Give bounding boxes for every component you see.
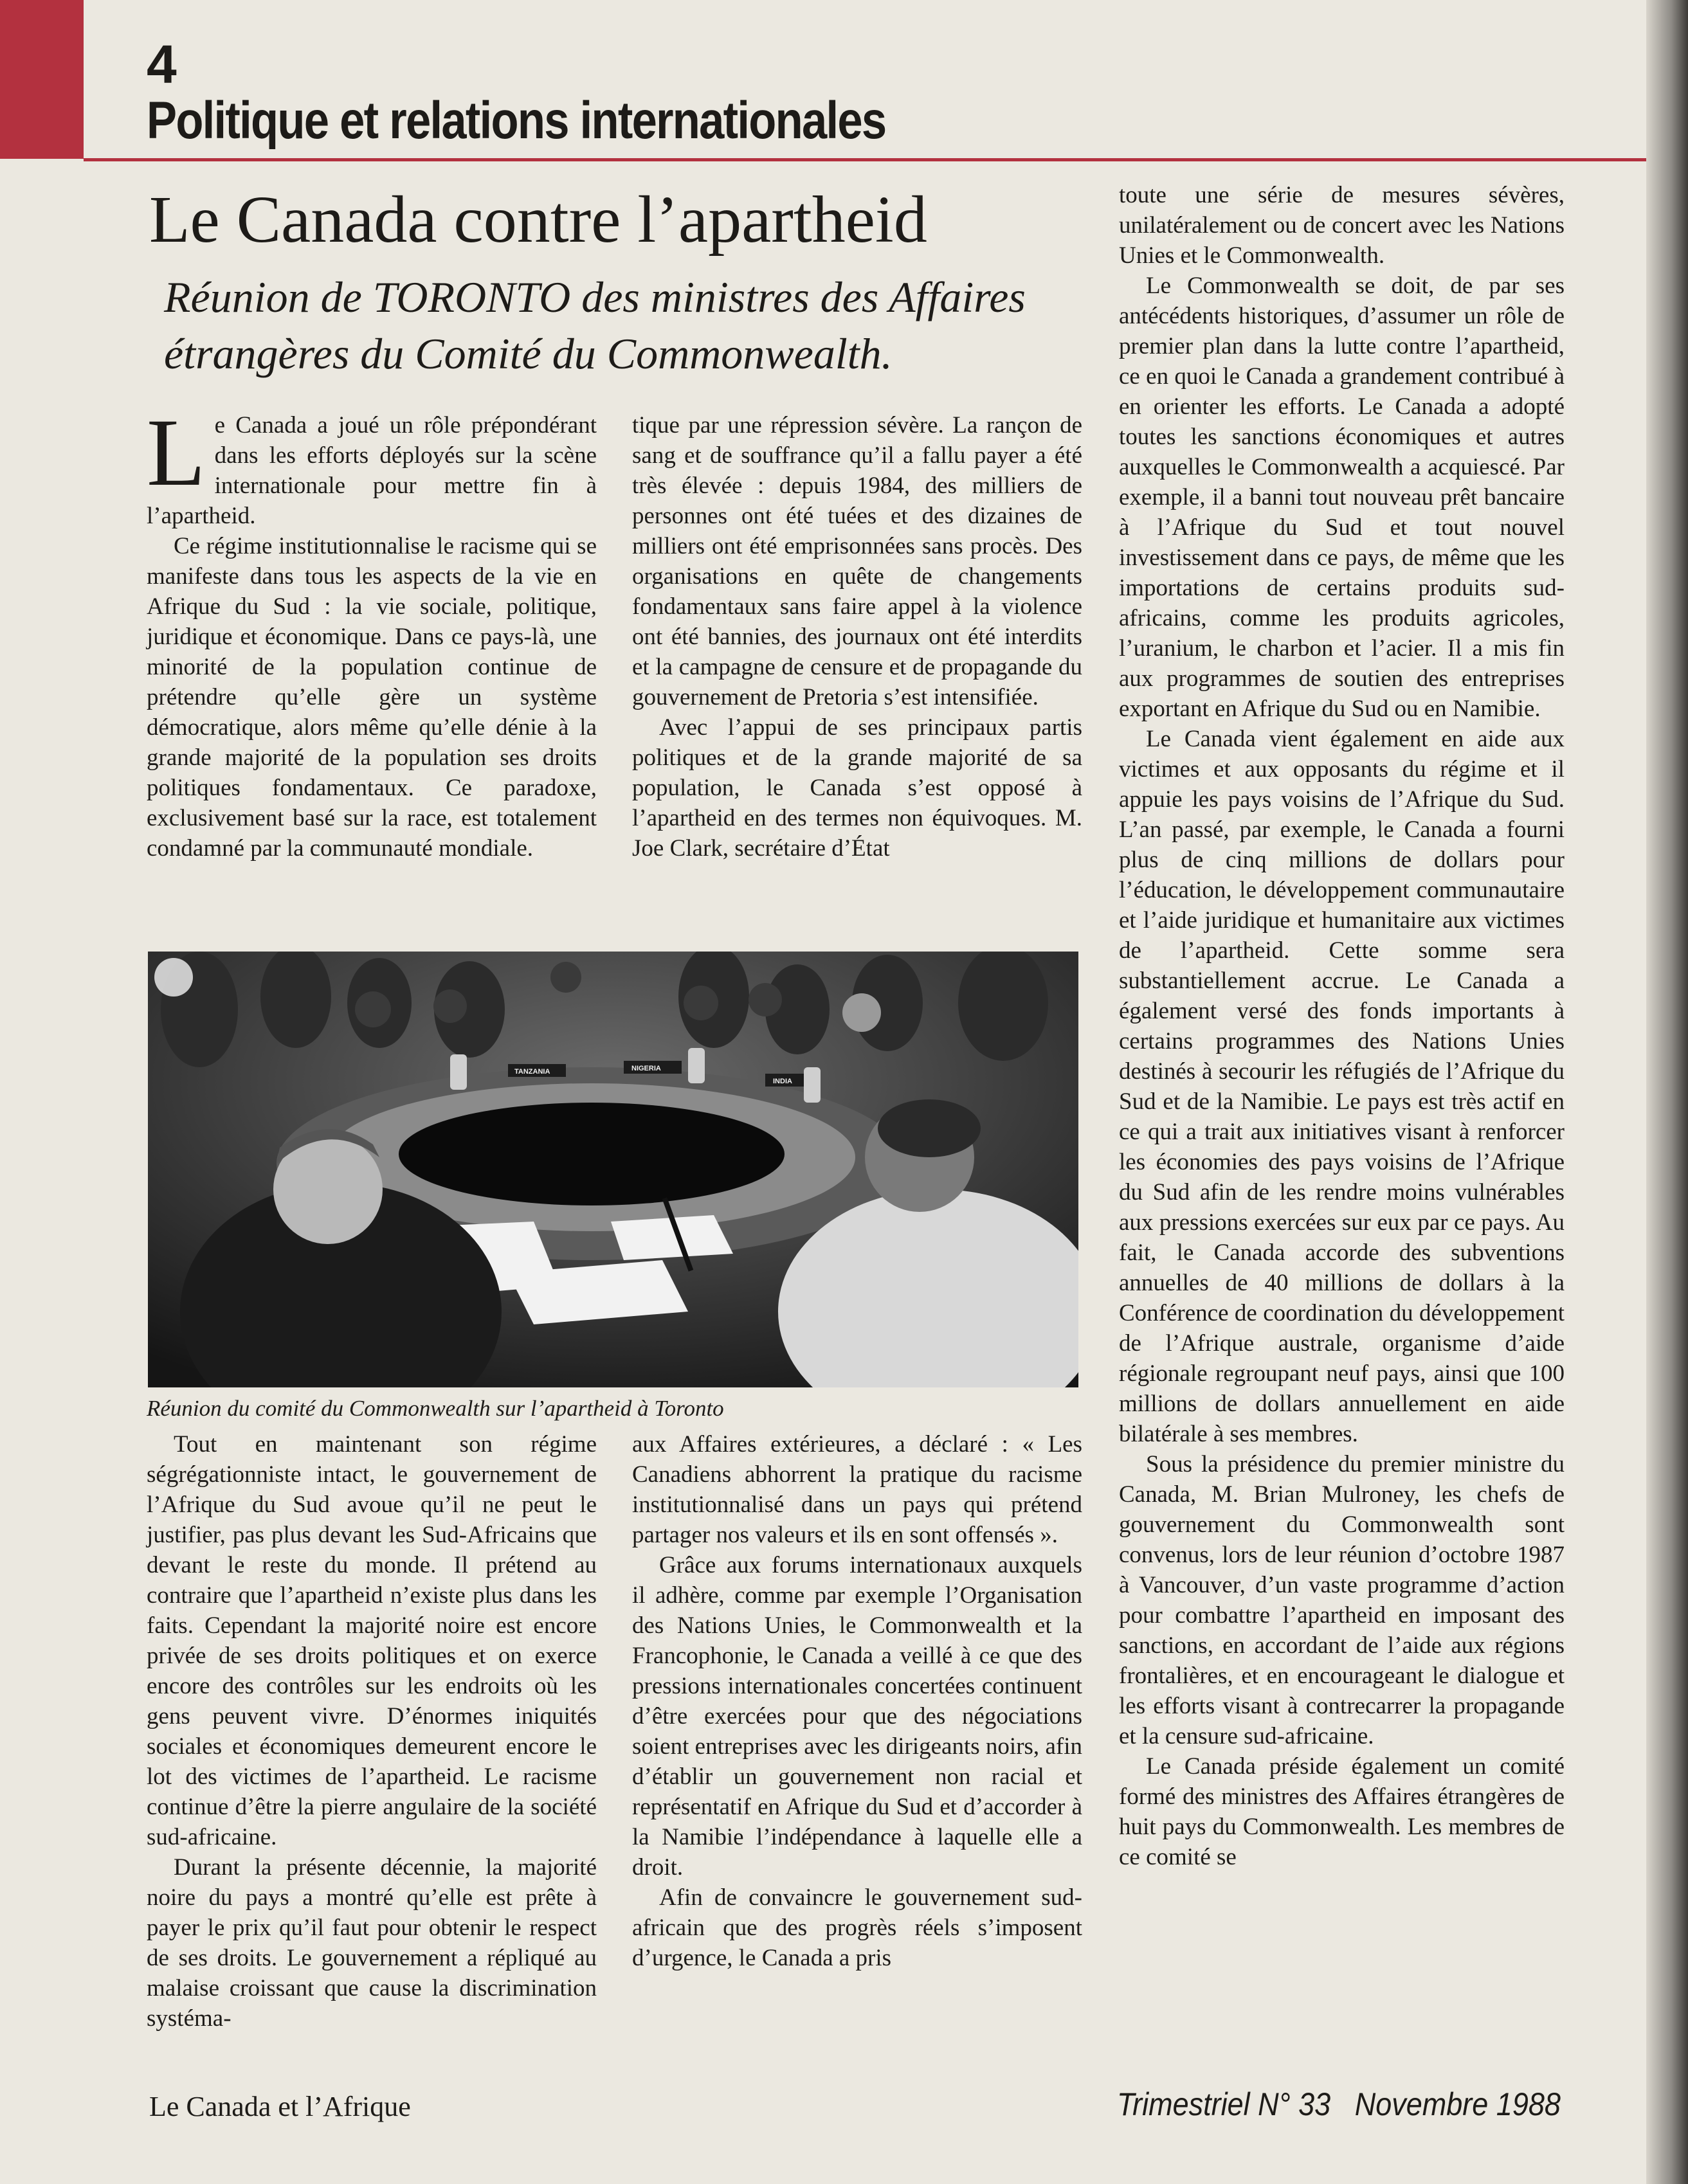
column-3 <box>1119 180 1565 1872</box>
paragraph: toute une série de mesures sévères, unilatéralement ou de concert avec les Nations Unies et le Commonwealth. <box>1119 182 1565 269</box>
column-1-bottom <box>147 1429 597 2034</box>
photo-illustration <box>148 952 1078 1387</box>
subtitle-line: Réunion de TORONTO des ministres des Affaires <box>164 273 1026 321</box>
paragraph: tique par une répression sévère. La rançon de sang et de souffrance qu’il a fallu payer a été très élevée : depuis 1984, des milliers de personnes ont été tuées et des dizaines de milliers ont été emprisonnées sans procès. Des organisations en quête de changements fondamentaux sans faire appel à la violence ont été bannies, des journaux ont été interdits et la campagne de censure et de propagande du gouvernement de Pretoria s’est intensifiée. <box>632 412 1082 710</box>
paragraph-text: e Canada a joué un rôle prépondérant dans les efforts déployés sur la scène internationale pour mettre fin à l’apartheid. <box>147 412 597 529</box>
placard-label: TANZANIA <box>514 1068 550 1076</box>
paragraph: Avec l’appui de ses principaux partis politiques et de la grande majorité de sa population, le Canada s’est opposé à l’apartheid en des termes non équivoques. M. Joe Clark, secrétaire d’État <box>632 714 1082 862</box>
footer-issue: Trimestriel N° 33 Novembre 1988 <box>1117 2086 1561 2122</box>
column-1-top <box>147 399 597 863</box>
photo-caption: Réunion du comité du Commonwealth sur l’apartheid à Toronto <box>147 1396 724 1421</box>
page-edge-shadow <box>1646 0 1688 2184</box>
header-rule <box>84 158 1688 161</box>
paragraph: Le Commonwealth se doit, de par ses antécédents historiques, d’assumer un rôle de premier plan dans la lutte contre l’apartheid, ce en quoi le Canada a grandement contribué à en orienter les efforts. Le Canada a adopté toutes les sanctions économiques et autres auxquelles le Commonwealth a acquiescé. Par exemple, il a banni tout nouveau prêt bancaire à l’Afrique du Sud et tout nouvel investissement dans ce pays, de même que les importations de certains produits sud-africains, comme les produits agricoles, l’uranium, le charbon et l’acier. Il a mis fin aux programmes de soutien des entreprises exportant en Afrique du Sud ou en Namibie. <box>1119 273 1565 722</box>
paragraph <box>147 399 597 531</box>
paragraph: Le Canada préside également un comité formé des ministres des Affaires étrangères de huit pays du Commonwealth. Les membres de ce comité se <box>1119 1753 1565 1870</box>
placard-label: NIGERIA <box>631 1065 661 1072</box>
paragraph: Grâce aux forums internationaux auxquels il adhère, comme par exemple l’Organisation des Nations Unies, le Commonwealth et la Francophonie, le Canada a veillé à ce que des pressions internationales concertées continuent d’être exercées pour que des négociations soient entreprises avec les dirigeants noirs, afin d’établir un gouvernement non racial et représentatif en Afrique du Sud et d’accorder à la Namibie l’indépendance à laquelle elle a droit. <box>632 1552 1082 1881</box>
paragraph: aux Affaires extérieures, a déclaré : « Les Canadiens abhorrent la pratique du racisme institutionnalisé dans un pays qui prétend partager nos valeurs et ils en sont offensés ». <box>632 1431 1082 1548</box>
paragraph: Afin de convaincre le gouvernement sud-africain que des progrès réels s’imposent d’urgence, le Canada a pris <box>632 1884 1082 1971</box>
meeting-photo <box>148 952 1078 1387</box>
paragraph: Durant la présente décennie, la majorité noire du pays a montré qu’elle est prête à payer le prix qu’il faut pour obtenir le respect de ses droits. Le gouvernement a répliqué au malaise croissant que cause la discrimination systéma- <box>147 1854 597 2032</box>
section-title: Politique et relations internationales <box>147 91 886 150</box>
paragraph: Le Canada vient également en aide aux victimes et aux opposants du régime et il appuie les pays voisins de l’Afrique du Sud. L’an passé, par exemple, le Canada a fourni plus de cinq millions de dollars pour l’éducation, le développement communautaire et l’aide juridique et humanitaire aux victimes de l’apartheid. Cette somme sera substantiellement accrue. Le Canada a également versé des fonds importants à certains programmes des Nations Unies destinés à secourir les réfugiés de l’Afrique du Sud et de la Namibie. Le pays est très actif en ce qui a trait aux initiatives visant à renforcer les économies des pays voisins de l’Afrique du Sud afin de les rendre moins vulnérables aux pressions exercées sur eux par ce pays. Au fait, le Canada accorde des subventions annuelles de 40 millions de dollars à la Conférence de coordination du développement de l’Afrique australe, organisme d’aide régionale regroupant neuf pays, ainsi que 100 millions de dollars annuellement en aide bilatérale à ses membres. <box>1119 726 1565 1447</box>
subtitle-line: étrangères du Comité du Commonwealth. <box>164 329 893 378</box>
article-title: Le Canada contre l’apartheid <box>149 183 927 257</box>
section-number: 4 <box>147 34 177 95</box>
drop-cap: L <box>147 399 206 506</box>
footer-publication: Le Canada et l’Afrique <box>149 2091 411 2122</box>
paragraph: Sous la présidence du premier ministre du Canada, M. Brian Mulroney, les chefs de gouvernement du Commonwealth sont convenus, lors de leur réunion d’octobre 1987 à Vancouver, d’un vaste programme d’action pour combattre l’apartheid en imposant des sanctions, en accordant de l’aide aux régions frontalières, et en encourageant le dialogue et les efforts visant à contrecarrer la propagande et la censure sud-africaine. <box>1119 1451 1565 1749</box>
article-subtitle <box>164 269 1077 382</box>
column-2-bottom <box>632 1429 1082 1973</box>
placard-label: INDIA <box>773 1078 792 1085</box>
column-2-top <box>632 410 1082 863</box>
paragraph: Ce régime institutionnalise le racisme qui se manifeste dans tous les aspects de la vie en Afrique du Sud : la vie sociale, politique, juridique et économique. Dans ce pays-là, une minorité de la population continue de prétendre qu’elle gère un système démocratique, alors même qu’elle dénie à la grande majorité de la population ses droits politiques fondamentaux. Ce paradoxe, exclusivement basé sur la race, est totalement condamné par la communauté mondiale. <box>147 533 597 862</box>
paragraph: Tout en maintenant son régime ségrégationniste intact, le gouvernement de l’Afrique du Sud avoue qu’il ne peut le justifier, pas plus devant les Sud-Africains que devant le reste du monde. Il prétend au contraire que l’apartheid n’existe plus dans les faits. Cependant la majorité noire est encore privée de ses droits politiques et on exerce encore des contrôles sur les endroits où les gens peuvent vivre. D’énormes iniquités sociales et économiques demeurent encore le lot des victimes de l’apartheid. Le racisme continue d’être la pierre angulaire de la société sud-africaine. <box>147 1431 597 1850</box>
section-color-bar <box>0 0 84 159</box>
